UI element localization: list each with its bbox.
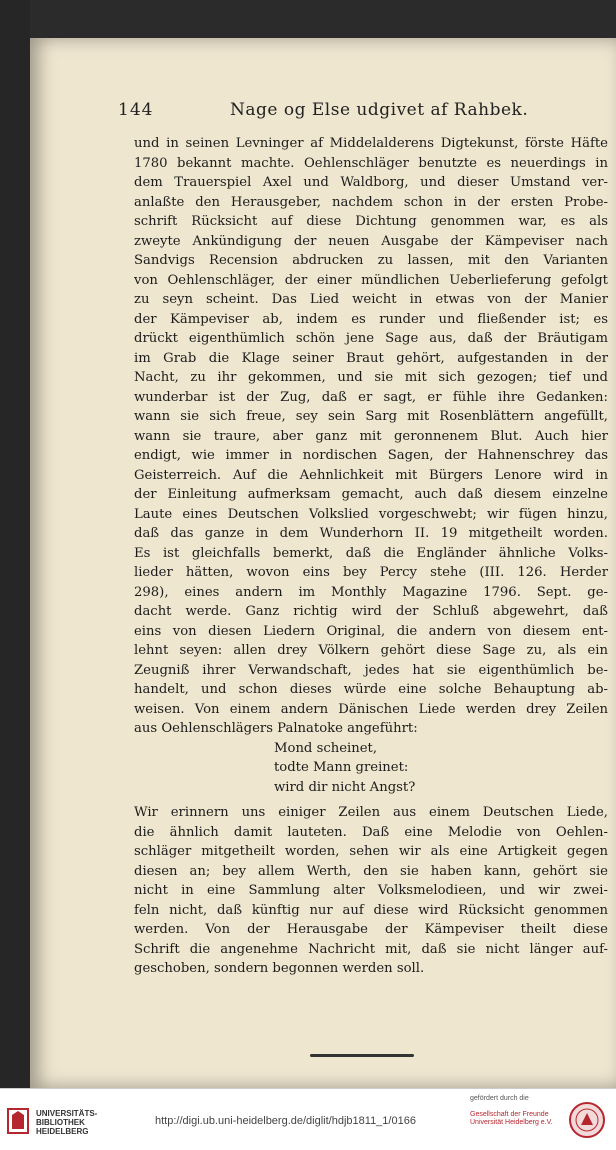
text-line: die ähnlich damit lauteten. Daß eine Melodie von Oehlen- [134,824,608,840]
text-line: endigt, wie immer in nordischen Sagen, der Hahnenschrey das [134,448,608,463]
text-line: zweyte Ankündigung der neuen Ausgabe der Kämpeviser nach [134,233,608,249]
text-line: und in seinen Levninger af Middelalderens Digtekunst, förste Häfte [134,136,608,151]
text-line: daß das ganze in dem Wunderhorn II. 19 mitgetheilt worden. [134,526,608,541]
university-library-logo-icon [6,1107,30,1135]
viewer-margin [0,0,30,1088]
funded-by-label: gefördert durch die [470,1095,529,1102]
text-line: dacht werde. Ganz richtig wird der Schluß abgewehrt, daß [134,604,608,619]
verse-block [134,739,608,798]
text-line: wird dir nicht Angst? [274,779,416,795]
text-line: Schrift die angenehme Nachricht mit, daß sie nicht länger auf- [134,941,608,957]
text-line: Laute eines Deutschen Volkslied vorgeschwebt; wir fügen hinzu, [134,506,608,522]
text-line: wunderbar ist der Zug, daß er sagt, er fühle ihre Gedanken: [134,389,608,405]
permalink-url[interactable]: http://digi.ub.uni-heidelberg.de/diglit/hdjb1811_1/0166 [155,1115,416,1127]
library-name: UNIVERSITÄTS- BIBLIOTHEK HEIDELBERG [36,1109,98,1136]
paragraph-2 [134,803,608,979]
body-text [134,134,608,979]
text-line: wann sie traure, aber ganz mit geronnenem Blut. Auch hier [134,428,608,444]
text-line: lieder hätten, wovon eins bey Percy stehe (III. 126. Herder [134,565,608,580]
text-line: todte Mann greinet: [274,760,409,775]
text-line: Zeugniß ihrer Verwandschaft, jedes hat sie eigenthümlich be- [134,662,608,678]
text-line: Es ist gleichfalls bemerkt, daß die Engländer ähnliche Volks- [134,545,608,561]
text-line: nicht in eine Sammlung alter Volksmelodieen, und wir zwei- [134,883,608,898]
text-line: eins von diesen Liedern Original, die andern von diesem ent- [134,623,608,639]
text-line: drückt eigenthümlich schön jene Sage aus, daß der Bräutigam [134,331,608,346]
text-line: feln nicht, daß künftig nur auf diese wird Rücksicht genommen [134,902,608,918]
text-line: diesen an; bey allem Werth, den sie haben kann, gehört sie [134,863,608,879]
text-line: 298), eines andern im Monthly Magazine 1796. Sept. ge- [134,584,608,600]
text-line: Wir erinnern uns einiger Zeilen aus einem Deutschen Liede, [134,805,608,820]
text-line: Geisterreich. Auf die Aehnlichkeit mit Bürgers Lenore wird in [134,467,608,483]
text-line: im Grab die Klage seiner Braut gehört, aufgestanden in der [134,350,608,366]
text-line: schläger mitgetheilt worden, sehen wir als eine Artigkeit gegen [134,844,608,859]
text-line: lehnt seyen: allen drey Völkern gehört diese Sage zu, als ein [134,643,608,658]
text-line: 1780 bekannt machte. Oehlenschläger benutzte es neuerdings in [134,155,608,171]
text-line: aus Oehlenschlägers Palnatoke angeführt: [134,721,418,736]
university-seal-icon [568,1101,606,1139]
book-page [30,38,616,1088]
text-line: handelt, und schon dieses würde eine solche Behauptung ab- [134,682,608,697]
text-line: Nacht, zu ihr gekommen, und sie mit sich gezogen; tief und [134,370,608,385]
text-line: geschoben, sondern begonnen werden soll. [134,961,425,976]
text-line: werden. Von der Herausgabe der Kämpeviser theilt diese [134,922,608,937]
funder-name: Gesellschaft der Freunde Universität Heidelberg e.V. [470,1111,553,1126]
text-line: Mond scheinet, [274,740,378,756]
text-line: zu seyn scheint. Das Lied weicht in etwas von der Manier [134,292,608,307]
text-line: der Kämpeviser ab, indem es runder und fließender ist; es [134,311,608,327]
text-line: anlaßte den Herausgeber, nachdem schon in der ersten Probe- [134,194,608,210]
text-line: wann sie sich freue, sey sein Sarg mit Rosenblättern angefüllt, [134,409,608,424]
page-header [30,100,616,126]
running-title: Nage og Else udgivet af Rahbek. [230,100,529,120]
paragraph-1 [134,134,608,739]
text-line: weisen. Von einem andern Dänischen Liede werden drey Zeilen [134,701,608,717]
page-number: 144 [118,100,154,120]
text-line: dem Trauerspiel Axel und Waldborg, und dieser Umstand ver- [134,175,608,190]
text-line: Sandvigs Recension abdrucken zu lassen, mit den Varianten [134,253,608,268]
text-line: schrift Rücksicht auf diese Dichtung genommen war, es als [134,214,608,229]
end-rule [310,1054,414,1057]
text-line: von Oehlenschläger, der einer mündlichen Ueberlieferung gefolgt [134,272,608,288]
text-line: der Einleitung aufmerksam gemacht, auch daß diesem einzelne [134,487,608,502]
footer-bar [0,1088,616,1150]
